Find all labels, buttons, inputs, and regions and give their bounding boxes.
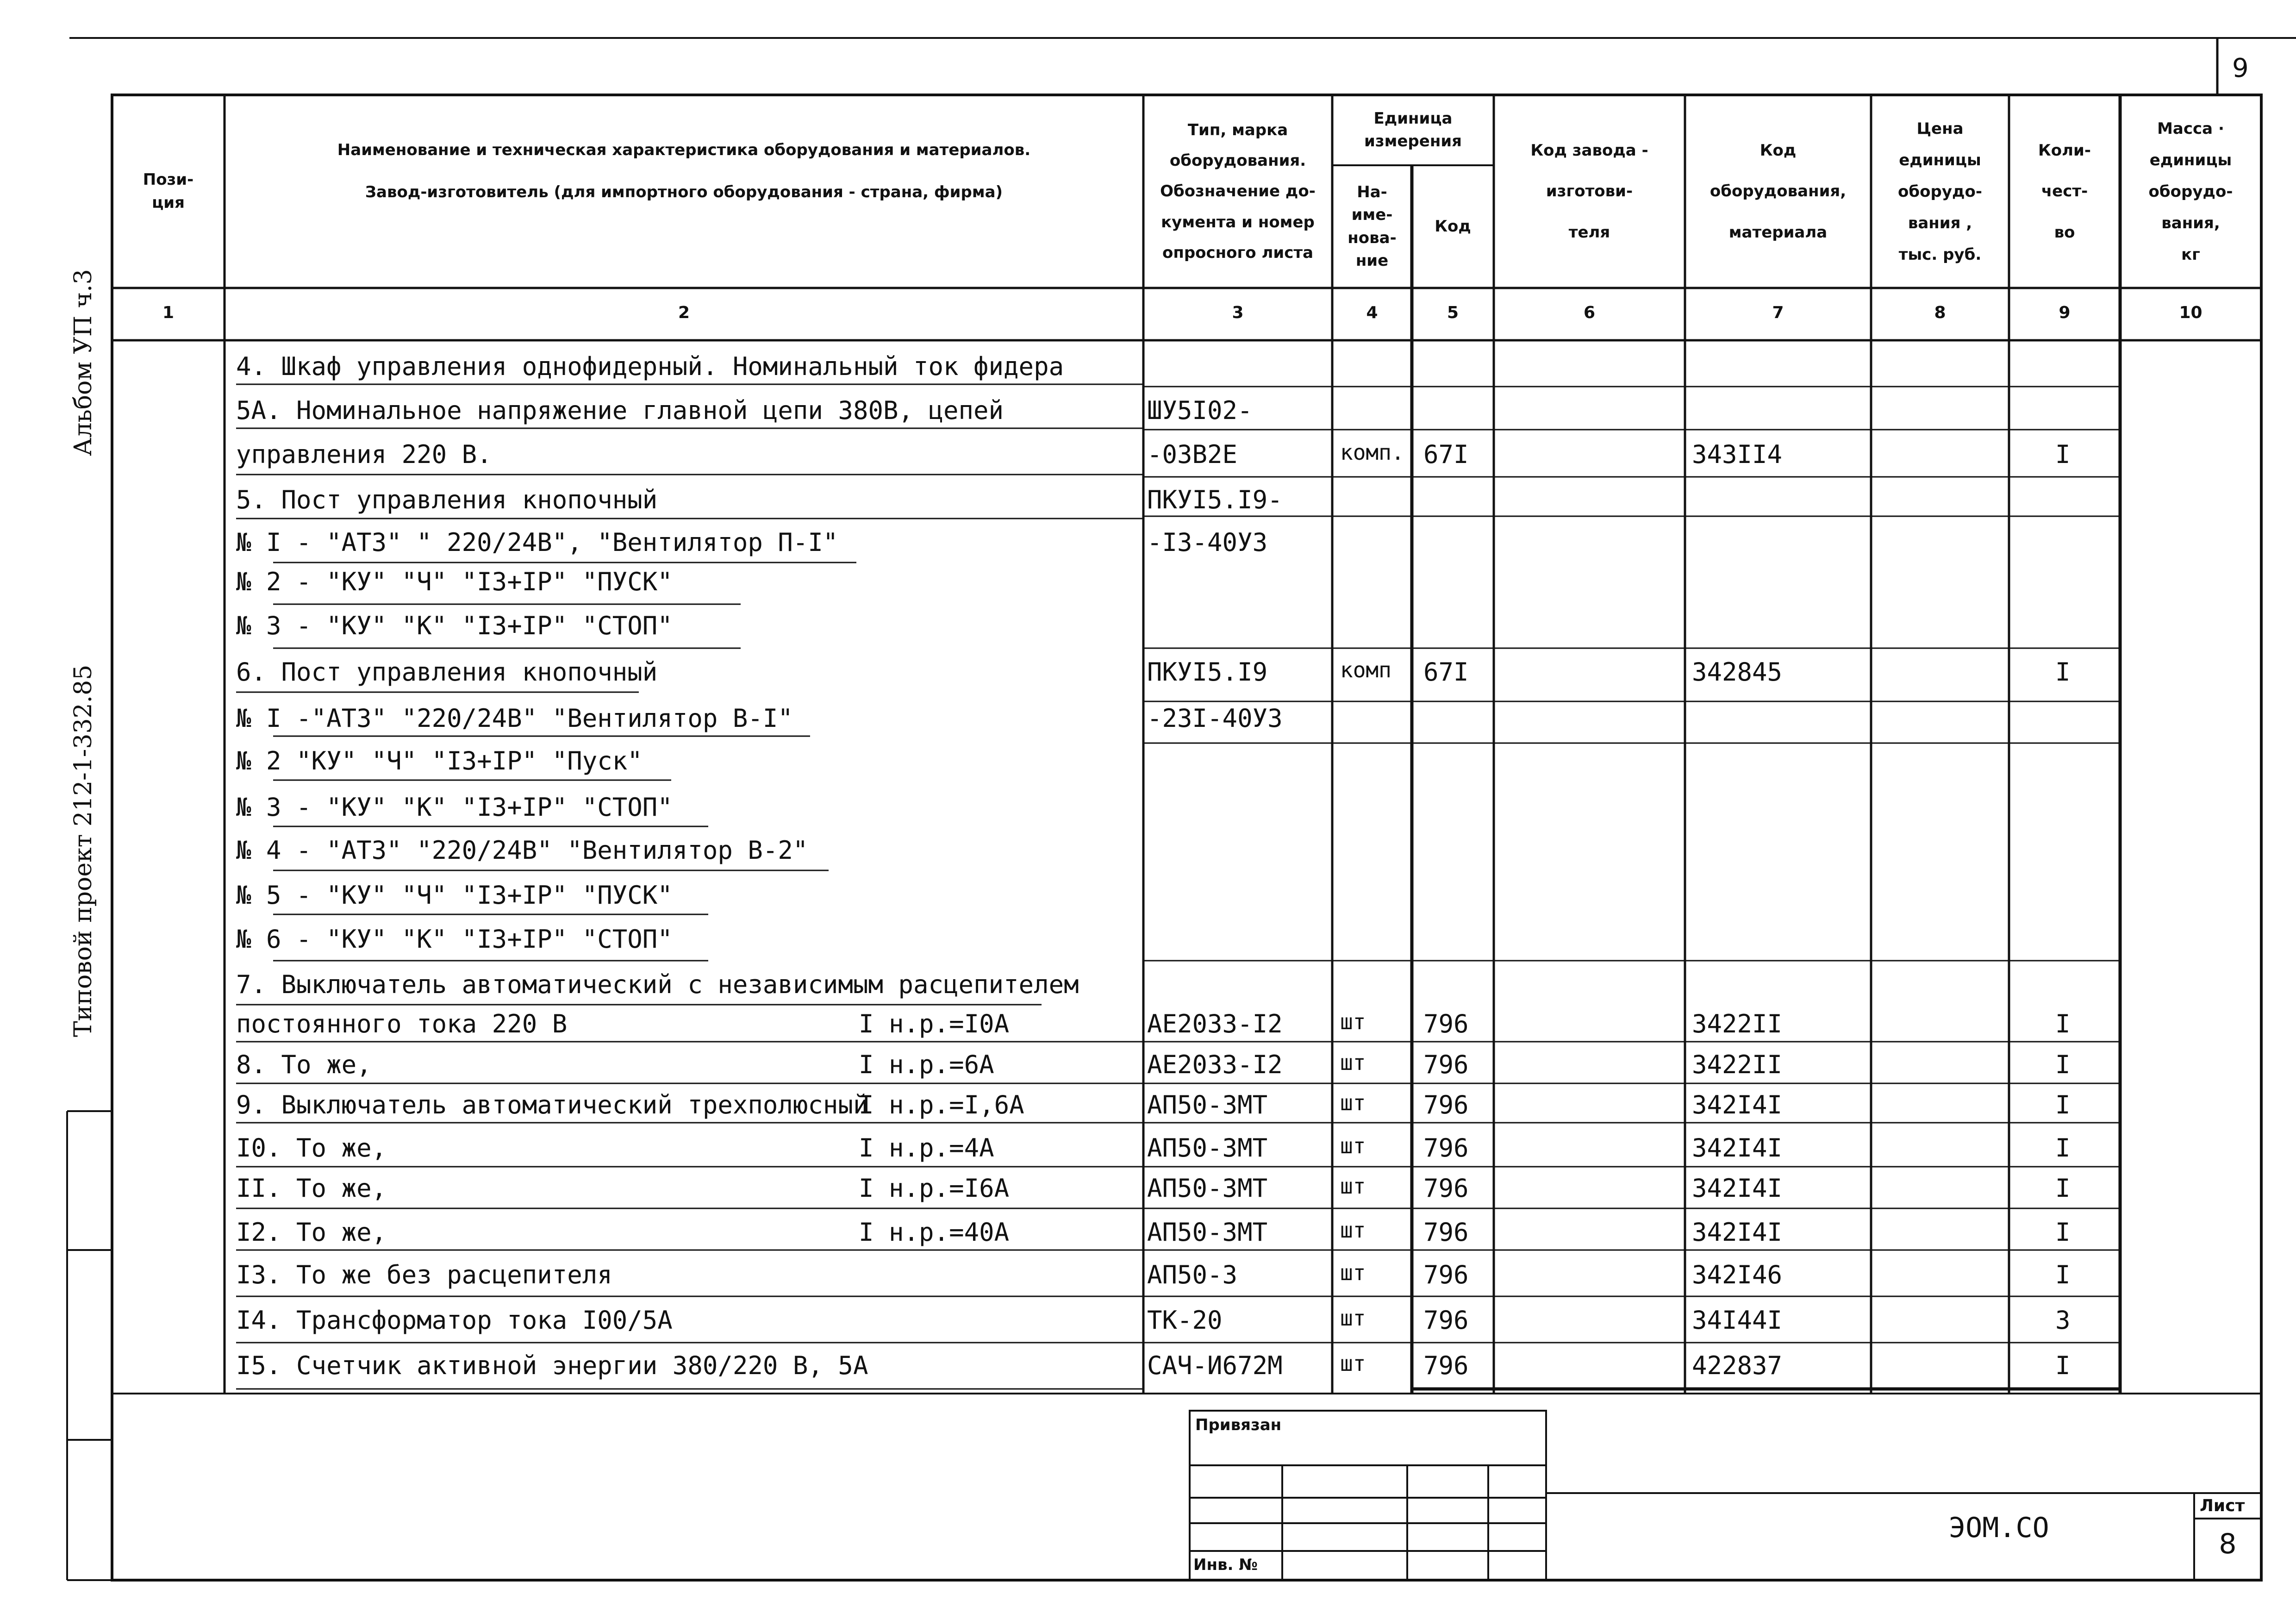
unit-name-cell: комп. [1340, 440, 1404, 465]
header-text: вания, [2161, 213, 2220, 232]
header-text: Тип, марка [1187, 120, 1288, 139]
header-text: Код [1435, 217, 1471, 236]
unit-name-cell: шт [1340, 1260, 1366, 1285]
item-name-cell: постоянного тока 220 В [236, 1009, 568, 1038]
sheet-label: Лист [2200, 1496, 2245, 1515]
rated-current-cell: I н.р.=40А [859, 1218, 1010, 1247]
header-text: кг [2181, 245, 2200, 264]
header-text: оборудо- [1898, 182, 1982, 201]
unit-name-cell: шт [1340, 1174, 1366, 1199]
header-text: во [2054, 223, 2075, 242]
item-name-cell: № I - "АТЗ" " 220/24В", "Вентилятор П-I" [236, 528, 838, 557]
header-material-code [1685, 95, 1871, 288]
unit-name-cell: шт [1340, 1218, 1366, 1243]
material-code-cell: 3422II [1692, 1009, 1783, 1038]
quantity-cell: I [2055, 1090, 2071, 1119]
header-text: тыс. руб. [1898, 245, 1982, 264]
quantity-cell: I [2055, 1050, 2071, 1079]
equipment-type-cell: АП50-3МТ [1147, 1090, 1268, 1119]
unit-code-cell: 796 [1423, 1090, 1469, 1119]
material-code-cell: 3422II [1692, 1050, 1783, 1079]
sheet-page-number: 8 [2219, 1528, 2237, 1560]
item-name-cell: № 3 - "КУ" "К" "I3+IР" "СТОП" [236, 611, 673, 640]
equipment-type-cell: АП50-3МТ [1147, 1174, 1268, 1203]
header-text: оборудо- [2148, 182, 2233, 201]
item-name-cell: 5. Пост управления кнопочный [236, 485, 658, 514]
header-text: измерения [1364, 132, 1462, 150]
equipment-type-cell: АП50-3МТ [1147, 1218, 1268, 1247]
header-text: Завод-изготовитель (для импортного оборудования - страна, фирма) [365, 183, 1003, 202]
quantity-cell: I [2055, 657, 2071, 687]
quantity-cell: 3 [2055, 1306, 2071, 1335]
header-text: единицы [1899, 150, 1981, 169]
header-text: ция [152, 193, 185, 212]
header-text: ние [1355, 251, 1389, 270]
item-name-cell: 8. То же, [236, 1050, 372, 1079]
item-name-cell: № 2 - "КУ" "Ч" "I3+IР" "ПУСК" [236, 567, 673, 596]
unit-code-cell: 796 [1423, 1009, 1469, 1038]
header-position [112, 95, 225, 288]
header-unit-code [1412, 165, 1494, 288]
unit-code-cell: 796 [1423, 1306, 1469, 1335]
item-name-cell: управления 220 В. [236, 440, 492, 469]
material-code-cell: 342I46 [1692, 1260, 1783, 1289]
unit-name-cell: комп [1340, 657, 1391, 682]
equipment-type-cell: АЕ2033-I2 [1147, 1050, 1283, 1079]
header-text: Наименование и техническая характеристика оборудования и материалов. [337, 141, 1031, 159]
equipment-type-cell: ТК-20 [1147, 1306, 1223, 1335]
header-text: Код [1759, 141, 1797, 160]
item-name-cell: 4. Шкаф управления однофидерный. Номинальный ток фидера [236, 352, 1064, 381]
column-number: 2 [678, 303, 690, 322]
header-text: вания , [1908, 213, 1972, 232]
header-text: Коли- [2038, 141, 2091, 160]
item-name-cell: I0. То же, [236, 1133, 387, 1163]
unit-name-cell: шт [1340, 1133, 1366, 1158]
header-quantity [2009, 95, 2120, 288]
column-number: 10 [2179, 303, 2202, 322]
header-text: Код завода - [1530, 141, 1648, 160]
unit-name-cell: шт [1340, 1351, 1366, 1376]
side-project-label: Типовой проект 212-1-332.85 [69, 664, 97, 1037]
header-text: оборудования, [1710, 182, 1847, 201]
column-number: 6 [1583, 303, 1596, 322]
material-code-cell: 422837 [1692, 1351, 1783, 1380]
material-code-cell: 34I44I [1692, 1306, 1783, 1335]
item-name-cell: № I -"АТЗ" "220/24В" "Вентилятор В-I" [236, 704, 793, 733]
item-name-cell: № 3 - "КУ" "К" "I3+IР" "СТОП" [236, 793, 673, 822]
equipment-type-cell: -03В2Е [1147, 440, 1238, 469]
header-factory-code [1494, 95, 1685, 288]
header-text: На- [1357, 182, 1387, 201]
unit-code-cell: 796 [1423, 1133, 1469, 1163]
column-number: 7 [1772, 303, 1784, 322]
header-text: кумента и номер [1161, 213, 1315, 231]
header-text: опросного листа [1162, 243, 1314, 262]
rated-current-cell: I н.р.=6А [859, 1050, 994, 1079]
header-text: чест- [2041, 182, 2088, 201]
header-text: теля [1568, 223, 1610, 242]
stamp-tied-label: Привязан [1195, 1416, 1282, 1434]
header-text: Единица [1373, 109, 1453, 128]
unit-code-cell: 796 [1423, 1351, 1469, 1380]
equipment-type-cell: ПКУI5.I9- [1147, 485, 1283, 514]
rated-current-cell: I н.р.=I,6А [859, 1090, 1024, 1119]
equipment-type-cell: -I3-40У3 [1147, 528, 1268, 557]
unit-code-cell: 796 [1423, 1050, 1469, 1079]
quantity-cell: I [2055, 1260, 2071, 1289]
stamp-inventory-label: Инв. № [1193, 1556, 1258, 1574]
unit-name-cell: шт [1340, 1009, 1366, 1034]
unit-name-cell: шт [1340, 1050, 1366, 1075]
item-name-cell: II. То же, [236, 1174, 387, 1203]
item-name-cell: I2. То же, [236, 1218, 387, 1247]
column-number: 3 [1232, 303, 1244, 322]
rated-current-cell: I н.р.=I6А [859, 1174, 1010, 1203]
unit-code-cell: 796 [1423, 1260, 1469, 1289]
header-text: материала [1728, 223, 1828, 242]
item-name-cell: № 2 "КУ" "Ч" "I3+IР" "Пуск" [236, 746, 643, 775]
unit-name-cell: шт [1340, 1306, 1366, 1331]
column-number: 9 [2059, 303, 2071, 322]
item-name-cell: 7. Выключатель автоматический с независимым расцепителем [236, 970, 1079, 999]
side-album-label: Альбом УП ч.3 [69, 269, 97, 456]
header-text: единицы [2149, 150, 2232, 169]
item-name-cell: I3. То же без расцепителя [236, 1260, 612, 1289]
header-type [1143, 95, 1332, 288]
rated-current-cell: I н.р.=I0А [859, 1009, 1010, 1038]
material-code-cell: 342I4I [1692, 1133, 1783, 1163]
document-code: ЭОМ.СО [1949, 1512, 2049, 1544]
column-number: 4 [1366, 303, 1378, 322]
header-price [1871, 95, 2009, 288]
column-number: 8 [1934, 303, 1946, 322]
equipment-type-cell: -23I-40У3 [1147, 704, 1283, 733]
header-text: нова- [1348, 228, 1397, 247]
column-number: 5 [1447, 303, 1459, 322]
material-code-cell: 342I4I [1692, 1218, 1783, 1247]
sheet-number: 9 [2232, 53, 2249, 83]
header-mass [2120, 95, 2261, 288]
header-unit [1332, 95, 1494, 165]
equipment-type-cell: АЕ2033-I2 [1147, 1009, 1283, 1038]
material-code-cell: 342I4I [1692, 1090, 1783, 1119]
equipment-type-cell: ШУ5I02- [1147, 396, 1253, 425]
header-text: Цена [1916, 119, 1964, 138]
equipment-type-cell: ПКУI5.I9 [1147, 657, 1268, 687]
header-unit-name [1332, 165, 1412, 288]
item-name-cell: № 4 - "АТЗ" "220/24В" "Вентилятор В-2" [236, 836, 808, 865]
unit-code-cell: 796 [1423, 1174, 1469, 1203]
header-name [225, 95, 1143, 288]
material-code-cell: 343II4 [1692, 440, 1783, 469]
quantity-cell: I [2055, 440, 2071, 469]
quantity-cell: I [2055, 1009, 2071, 1038]
item-name-cell: № 6 - "КУ" "К" "I3+IР" "СТОП" [236, 925, 673, 954]
material-code-cell: 342I4I [1692, 1174, 1783, 1203]
unit-code-cell: 67I [1423, 440, 1469, 469]
item-name-cell: № 5 - "КУ" "Ч" "I3+IР" "ПУСК" [236, 881, 673, 910]
quantity-cell: I [2055, 1174, 2071, 1203]
rated-current-cell: I н.р.=4А [859, 1133, 994, 1163]
item-name-cell: 6. Пост управления кнопочный [236, 657, 658, 687]
quantity-cell: I [2055, 1133, 2071, 1163]
header-text: изготови- [1546, 182, 1633, 201]
quantity-cell: I [2055, 1351, 2071, 1380]
item-name-cell: I5. Счетчик активной энергии 380/220 В, 5А [236, 1351, 868, 1380]
item-name-cell: 5А. Номинальное напряжение главной цепи 380В, цепей [236, 396, 1004, 425]
header-text: Масса · [2157, 119, 2224, 138]
item-name-cell: I4. Трансформатор тока I00/5А [236, 1306, 673, 1335]
equipment-type-cell: САЧ-И672М [1147, 1351, 1283, 1380]
unit-name-cell: шт [1340, 1090, 1366, 1115]
material-code-cell: 342845 [1692, 657, 1783, 687]
equipment-type-cell: АП50-3МТ [1147, 1133, 1268, 1163]
header-text: Обозначение до- [1160, 182, 1316, 201]
unit-code-cell: 796 [1423, 1218, 1469, 1247]
column-number: 1 [162, 303, 175, 322]
quantity-cell: I [2055, 1218, 2071, 1247]
header-text: име- [1351, 206, 1393, 225]
unit-code-cell: 67I [1423, 657, 1469, 687]
item-name-cell: 9. Выключатель автоматический трехполюсный [236, 1090, 868, 1119]
header-text: Пози- [143, 170, 194, 189]
header-text: оборудования. [1169, 151, 1306, 170]
equipment-type-cell: АП50-3 [1147, 1260, 1238, 1289]
